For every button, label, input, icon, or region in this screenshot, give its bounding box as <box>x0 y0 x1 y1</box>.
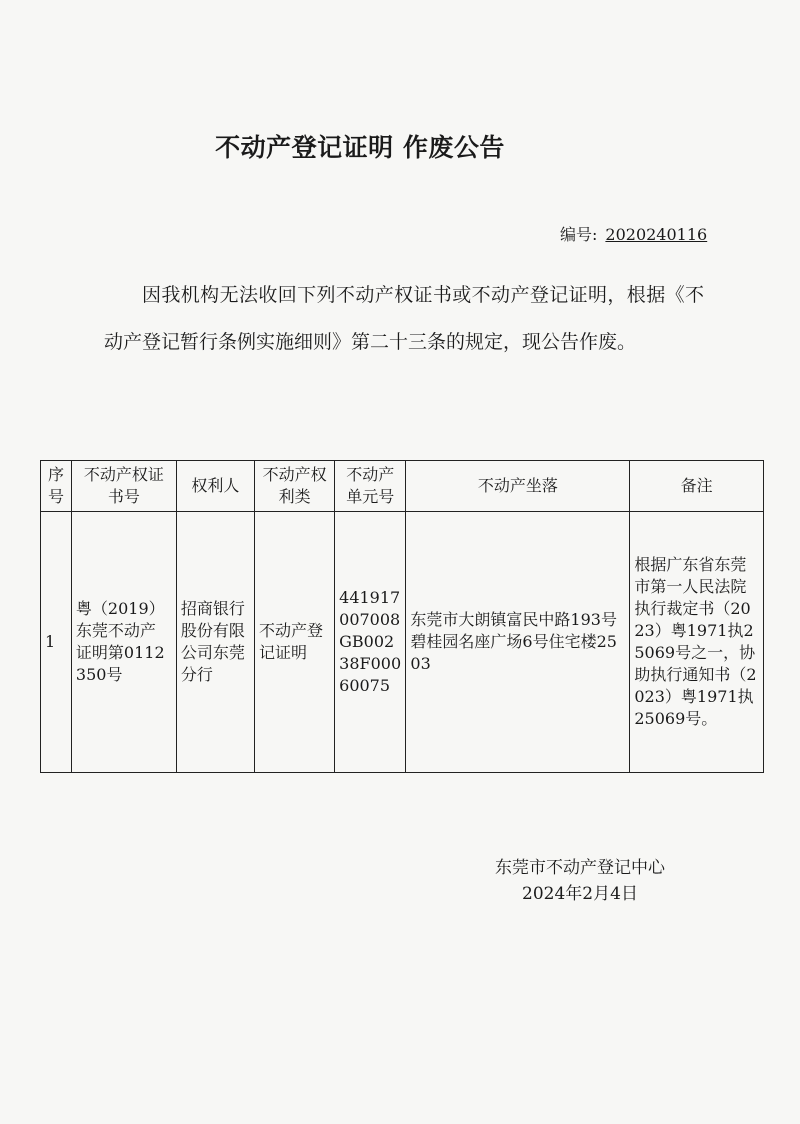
cell-note: 根据广东省东莞市第一人民法院执行裁定书（2023）粤1971执25069号之一，协助执行通知书（2023）粤1971执25069号。 <box>630 512 764 773</box>
cell-unit: 441917007008GB00238F00060075 <box>335 512 406 773</box>
cell-owner: 招商银行股份有限公司东莞分行 <box>176 512 254 773</box>
registry-table <box>40 460 764 773</box>
header-type: 不动产权利类 <box>255 461 335 512</box>
table-header-row <box>41 461 764 512</box>
issue-date: 2024年2月4日 <box>522 884 638 904</box>
document-number <box>560 222 707 245</box>
header-note: 备注 <box>630 461 764 512</box>
page-title: 不动产登记证明 作废公告 <box>215 133 505 162</box>
issuer-name: 东莞市不动产登记中心 <box>495 858 665 878</box>
cell-type: 不动产登记证明 <box>255 512 335 773</box>
header-cert: 不动产权证书号 <box>71 461 176 512</box>
header-location: 不动产坐落 <box>406 461 630 512</box>
document-number-value: 2020240116 <box>605 225 708 244</box>
header-owner: 权利人 <box>176 461 254 512</box>
notice-body: 因我机构无法收回下列不动产权证书或不动产登记证明，根据《不动产登记暂行条例实施细则》第二十三条的规定，现公告作废。 <box>104 284 704 353</box>
table-row <box>41 512 764 773</box>
footer <box>480 855 680 907</box>
document-number-label: 编号: <box>560 225 598 244</box>
header-unit: 不动产单元号 <box>335 461 406 512</box>
header-no: 序号 <box>41 461 72 512</box>
cell-cert: 粤（2019）东莞不动产证明第0112350号 <box>71 512 176 773</box>
cell-location: 东莞市大朗镇富民中路193号碧桂园名座广场6号住宅楼2503 <box>406 512 630 773</box>
cell-no: 1 <box>41 512 72 773</box>
